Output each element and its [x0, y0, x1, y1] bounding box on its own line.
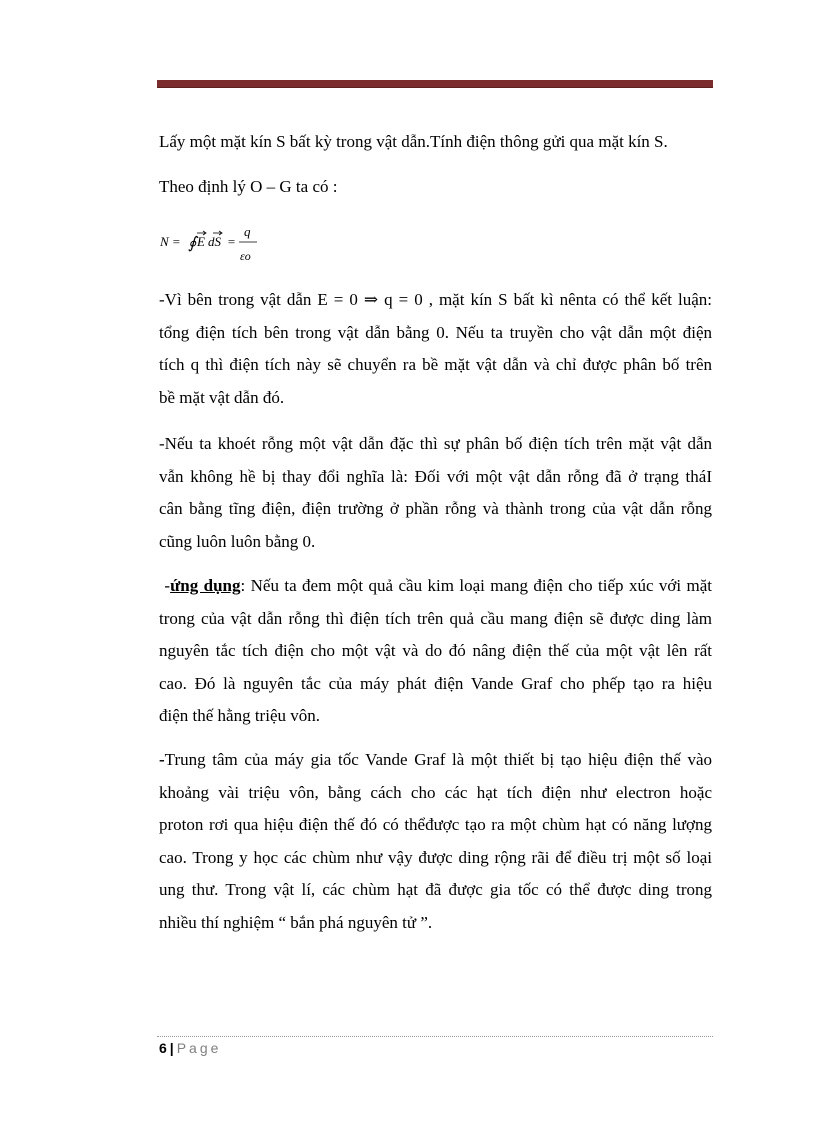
vector-e: E — [197, 234, 205, 249]
formula-denominator: εo — [240, 249, 251, 263]
text-line: ung thư. Trong vật lí, các chùm hạt đã được gia tốc có thể được ding trong — [159, 880, 712, 899]
text-line: cao. Trong y học các chùm như vậy được ding rộng rãi để điều trị một số loại — [159, 847, 712, 867]
paragraph-5 — [159, 570, 712, 733]
text-line: Lấy một mặt kín S bất kỳ trong vật dẫn.Tính điện thông gửi qua mặt kín S. — [159, 132, 668, 151]
text-line: Theo định lý O – G ta có : — [159, 177, 338, 196]
ung-dung-label: ứng dụng — [170, 576, 241, 595]
text-line: cân bằng tĩng điện, điện trường ở phần rỗng và thành trong của vật dẫn rỗng — [159, 499, 712, 518]
formula-lhs: N = — [160, 234, 181, 249]
footer-separator: | — [169, 1040, 174, 1056]
text-line: nguyên tắc tích điện cho một vật và do đó nâng điện thế của một vật lên rất — [159, 641, 712, 660]
text-line: trong của vật dẫn rỗng thì điện tích trên quả cầu mang điện sẽ được ding làm — [159, 608, 712, 628]
text-line — [159, 744, 712, 777]
paragraph-6 — [159, 744, 712, 939]
text-line: bề mặt vật dẫn đó. — [159, 387, 285, 407]
line-rest: Trung tâm của máy gia tốc Vande Graf là một thiết bị tạo hiệu điện thế vào — [164, 750, 712, 769]
page-label: Page — [176, 1040, 222, 1056]
gauss-formula — [160, 222, 280, 272]
integral-symbol: ∮ — [188, 233, 197, 252]
vector-ds: dS — [208, 234, 221, 249]
text-line — [159, 570, 712, 603]
text-line: -Vì bên trong vật dẫn E = 0 ⇒ q = 0 , mặt kín S bất kì nênta có thể kết luận: — [159, 290, 712, 309]
formula-numerator: q — [244, 224, 251, 239]
text-line: tích q thì điện tích này sẽ chuyển ra bề mặt vật dẫn và chỉ được phân bố trên — [159, 355, 712, 374]
text-line: khoảng vài triệu vôn, bằng cách cho các hạt tích điện như electron hoặc — [159, 782, 712, 802]
text-line: tổng điện tích bên trong vật dẫn bằng 0. Nếu ta truyền cho vật dẫn một điện — [159, 322, 712, 342]
text-line: điện thế hằng triệu vôn. — [159, 706, 320, 725]
paragraph-1 — [159, 126, 712, 159]
page-footer — [159, 1040, 221, 1056]
text-line: cũng luôn luôn bằng 0. — [159, 531, 316, 551]
line-rest: : Nếu ta đem một quả cầu kim loại mang điện cho tiếp xúc với mặt — [240, 576, 712, 595]
paragraph-4 — [159, 428, 712, 558]
header-rule — [157, 80, 713, 88]
formula-equals: = — [227, 234, 236, 249]
footer-rule — [157, 1036, 713, 1037]
text-line: cao. Đó là nguyên tắc của máy phát điện Vande Graf cho phếp tạo ra hiệu — [159, 673, 712, 693]
dash: - — [159, 576, 171, 595]
paragraph-3 — [159, 284, 712, 414]
text-line: -Nếu ta khoét rỗng một vật dẫn đặc thì sự phân bố điện tích trên mặt vật dẫn — [159, 434, 712, 453]
text-line: nhiều thí nghiệm “ bắn phá nguyên tử ”. — [159, 912, 433, 932]
text-line: vẫn không hề bị thay đổi nghĩa là: Đối với một vật dẫn rỗng đã ở trạng tháI — [159, 466, 712, 486]
paragraph-2 — [159, 171, 712, 204]
text-line: proton rơi qua hiệu điện thế đó có thểđược tạo ra một chùm hạt có năng lượng — [159, 815, 712, 834]
dash: - — [159, 750, 165, 769]
page-number: 6 — [159, 1040, 167, 1056]
